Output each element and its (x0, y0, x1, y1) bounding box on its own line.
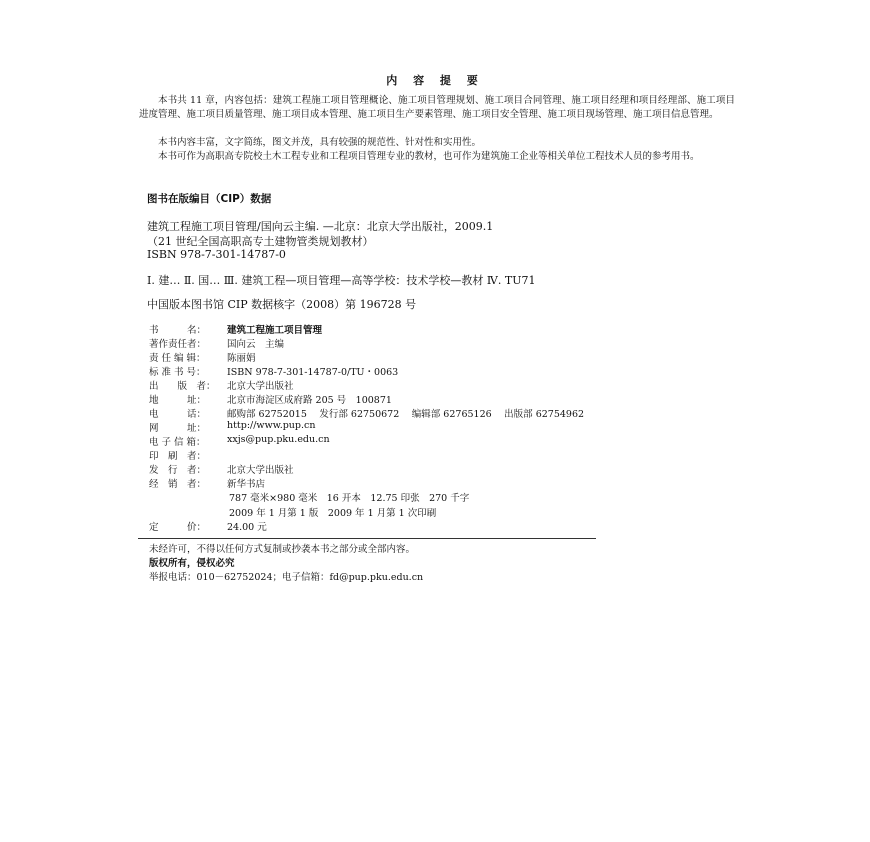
info-label: 出 版 者： (149, 381, 216, 392)
info-row-publisher (149, 378, 294, 392)
info-label: 责 任 编 辑： (149, 353, 206, 364)
format-specs: 787 毫米×980 毫米 16 开本 12.75 印张 270 千字 (229, 493, 470, 504)
cip-isbn-line: ISBN 978-7-301-14787-0 (147, 248, 286, 261)
divider-line (138, 538, 596, 539)
info-label: 印 刷 者： (149, 451, 207, 462)
info-row-price (149, 519, 267, 533)
info-row-isbn (149, 364, 398, 378)
info-value: 北京大学出版社 (227, 381, 294, 392)
info-label: 网 址： (149, 423, 207, 434)
info-row-author (149, 336, 284, 350)
info-value: 建筑工程施工项目管理 (227, 325, 323, 336)
cip-classification-line: Ⅰ. 建… Ⅱ. 国… Ⅲ. 建筑工程—项目管理—高等学校：技术学校—教材 Ⅳ. TU71 (147, 274, 536, 287)
info-row-printer (149, 448, 227, 462)
info-row-seller (149, 476, 265, 490)
edition-info: 2009 年 1 月第 1 版 2009 年 1 月第 1 次印刷 (229, 508, 437, 519)
summary-paragraph-1: 本书共 11 章，内容包括：建筑工程施工项目管理概论、施工项目管理规划、施工项目合同管理、施工项目经理和项目经理部、施工项目进度管理、施工项目质量管理、施工项目成本管理、施工项目生产要素管理、施工项目安全管理、施工项目现场管理、施工项目信息管理。 (139, 95, 735, 120)
info-row-editor (149, 350, 256, 364)
info-row-website (149, 420, 315, 434)
info-label: 经 销 者： (149, 479, 207, 490)
info-label: 地 址： (149, 395, 207, 406)
copy-notice: 未经许可，不得以任何方式复制或抄袭本书之部分或全部内容。 (149, 544, 416, 555)
summary-paragraph-2: 本书内容丰富，文字简练，图文并茂，具有较强的规范性、针对性和实用性。 (158, 137, 482, 148)
info-value: 新华书店 (227, 479, 266, 490)
summary-title: 内 容 提 要 (386, 74, 484, 87)
info-row-address (149, 392, 392, 406)
summary-paragraph-3: 本书可作为高职高专院校土木工程专业和工程项目管理专业的教材，也可作为建筑施工企业等相关单位工程技术人员的参考用书。 (158, 151, 700, 162)
info-label: 定 价： (149, 522, 207, 533)
info-label: 发 行 者： (149, 465, 207, 476)
info-row-email (149, 434, 330, 448)
info-value: 邮购部 62752015 发行部 62750672 编辑部 62765126 出版部 62754962 (227, 409, 585, 420)
info-row-title (149, 322, 322, 336)
cip-record-number: 中国版本图书馆 CIP 数据核字（2008）第 196728 号 (147, 298, 417, 311)
info-row-phone (149, 406, 584, 420)
info-label: 书 名： (149, 325, 207, 336)
info-label: 电 子 信 箱： (149, 437, 206, 448)
cip-title-line: 建筑工程施工项目管理/国向云主编. —北京：北京大学出版社，2009.1 (147, 220, 494, 233)
report-contact: 举报电话：010－62752024；电子信箱：fd@pup.pku.edu.cn (149, 572, 424, 583)
cip-series-line: （21 世纪全国高职高专土建物管类规划教材） (147, 235, 374, 248)
info-value: 北京大学出版社 (227, 465, 294, 476)
info-value: ISBN 978-7-301-14787-0/TU・0063 (227, 367, 399, 378)
info-value: 北京市海淀区成府路 205 号 100871 (227, 395, 392, 406)
info-label: 标 准 书 号： (149, 367, 206, 378)
info-value: xxjs@pup.pku.edu.cn (227, 434, 330, 445)
info-row-distributor (149, 462, 294, 476)
rights-notice: 版权所有，侵权必究 (149, 558, 235, 569)
info-value: 24.00 元 (227, 522, 267, 533)
info-value: 国向云 主编 (227, 339, 285, 350)
info-value: http://www.pup.cn (227, 420, 316, 431)
info-label: 著作责任者： (149, 339, 207, 350)
cip-heading: 图书在版编目（CIP）数据 (147, 193, 272, 205)
info-label: 电 话： (149, 409, 207, 420)
info-value: 陈丽娟 (227, 353, 256, 364)
